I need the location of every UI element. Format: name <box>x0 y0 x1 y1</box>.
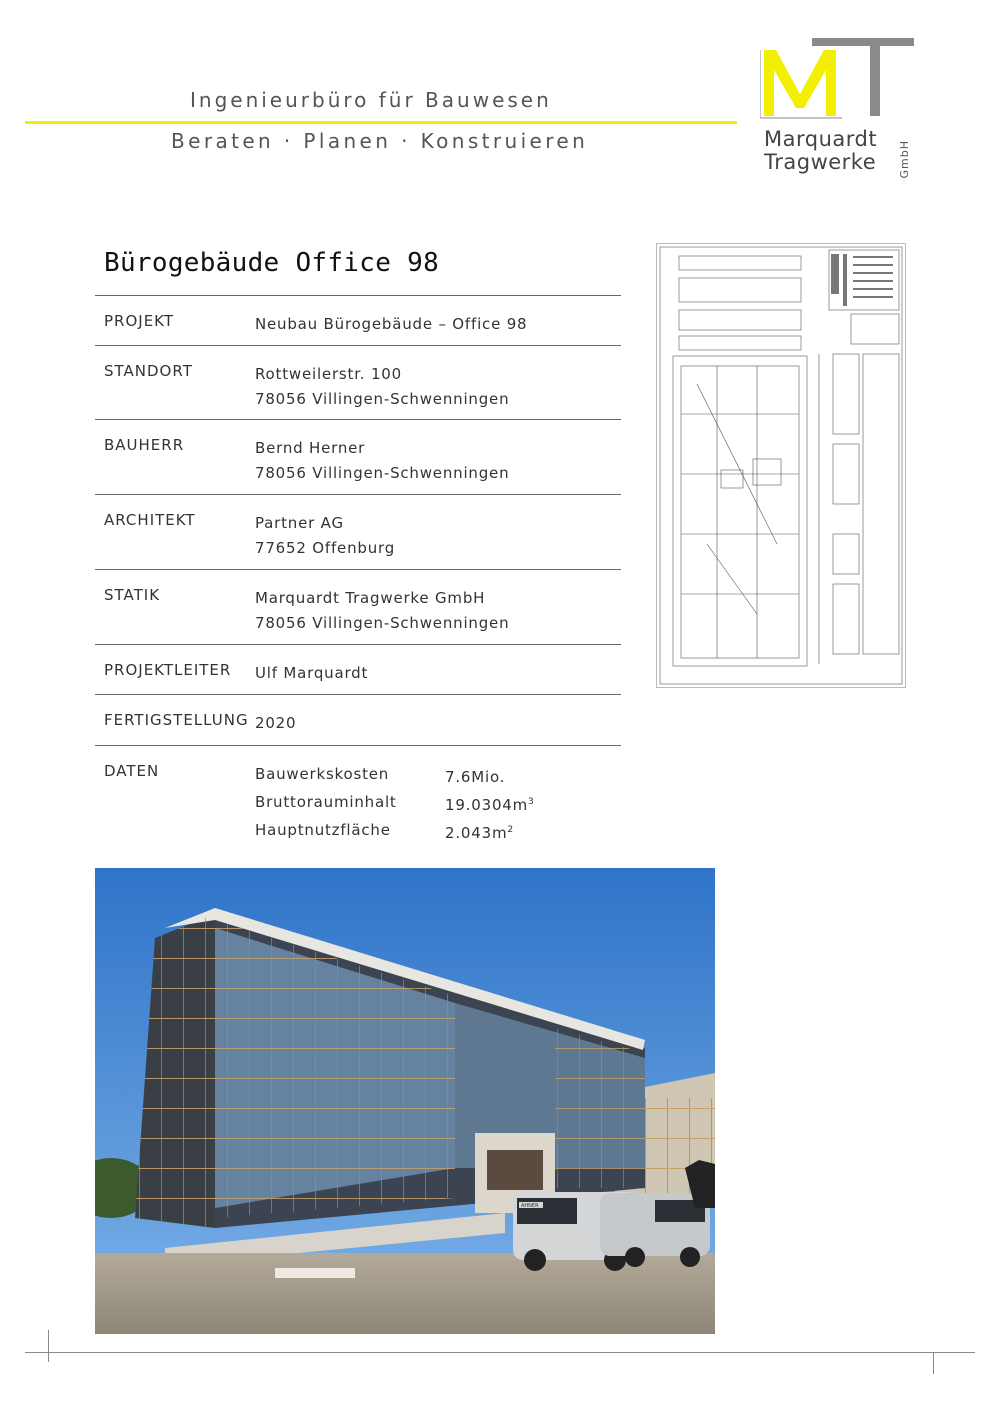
row-value <box>255 436 509 486</box>
footer-rule <box>25 1352 975 1353</box>
data-value: $19.0304m^3$ <box>445 796 535 814</box>
table-row <box>95 345 621 419</box>
data-value: 7.6Mio. <box>445 768 506 786</box>
footer-crop-mark-right <box>933 1352 934 1374</box>
row-value <box>255 511 395 561</box>
row-value-line: 2020 <box>255 714 297 732</box>
footer-crop-mark-left <box>48 1330 49 1362</box>
van <box>600 1193 710 1267</box>
row-value-line: 78056 Villingen-Schwenningen <box>255 464 510 482</box>
row-label: ARCHITEKT <box>104 511 196 529</box>
row-value-line: Rottweilerstr. 100 <box>255 365 402 383</box>
logo-name-line1: Marquardt <box>764 127 878 151</box>
building-photo <box>95 868 715 1334</box>
table-row <box>95 644 621 694</box>
row-label: BAUHERR <box>104 436 185 454</box>
table-row-data <box>95 745 621 842</box>
row-label: FERTIGSTELLUNG <box>104 711 249 729</box>
row-value <box>255 661 368 686</box>
row-value <box>255 362 509 412</box>
row-value-line: Ulf Marquardt <box>255 664 369 682</box>
row-value <box>255 312 527 337</box>
row-value <box>255 586 509 636</box>
header-subtagline: Beraten · Planen · Konstruieren <box>171 129 589 153</box>
table-row <box>95 295 621 345</box>
table-row <box>95 569 621 644</box>
row-label: PROJEKTLEITER <box>104 661 232 679</box>
row-label: STATIK <box>104 586 161 604</box>
row-value-line: Bernd Herner <box>255 439 366 457</box>
row-label: DATEN <box>104 762 160 780</box>
row-value-line: Partner AG <box>255 514 344 532</box>
structural-drawing-image <box>656 243 906 688</box>
data-name: Bruttorauminhalt <box>255 793 397 811</box>
row-value-line: 78056 Villingen-Schwenningen <box>255 614 510 632</box>
data-value: $2.043m^2$ <box>445 824 514 842</box>
row-value-line: Marquardt Tragwerke GmbH <box>255 589 486 607</box>
data-name: Bauwerkskosten <box>255 765 390 783</box>
svg-text:AHNER: AHNER <box>521 1203 539 1209</box>
data-figures <box>255 762 545 846</box>
logo-name-line2: Tragwerke <box>764 150 877 174</box>
row-value-line: Neubau Bürogebäude – Office 98 <box>255 315 528 333</box>
logo-suffix: GmbH <box>898 140 911 179</box>
logo-wordmark <box>764 128 877 174</box>
row-value-line: 78056 Villingen-Schwenningen <box>255 390 510 408</box>
row-label: STANDORT <box>104 362 193 380</box>
table-row <box>95 494 621 569</box>
header-tagline: Ingenieurbüro für Bauwesen <box>190 88 552 112</box>
project-title: Bürogebäude Office 98 <box>104 248 440 278</box>
table-row <box>95 694 621 745</box>
row-value <box>255 711 296 736</box>
row-label: PROJEKT <box>104 312 175 330</box>
row-value-line: 77652 Offenburg <box>255 539 396 557</box>
data-name: Hauptnutzfläche <box>255 821 391 839</box>
header-divider <box>25 121 737 124</box>
table-row <box>95 419 621 494</box>
project-info-table <box>95 295 621 842</box>
